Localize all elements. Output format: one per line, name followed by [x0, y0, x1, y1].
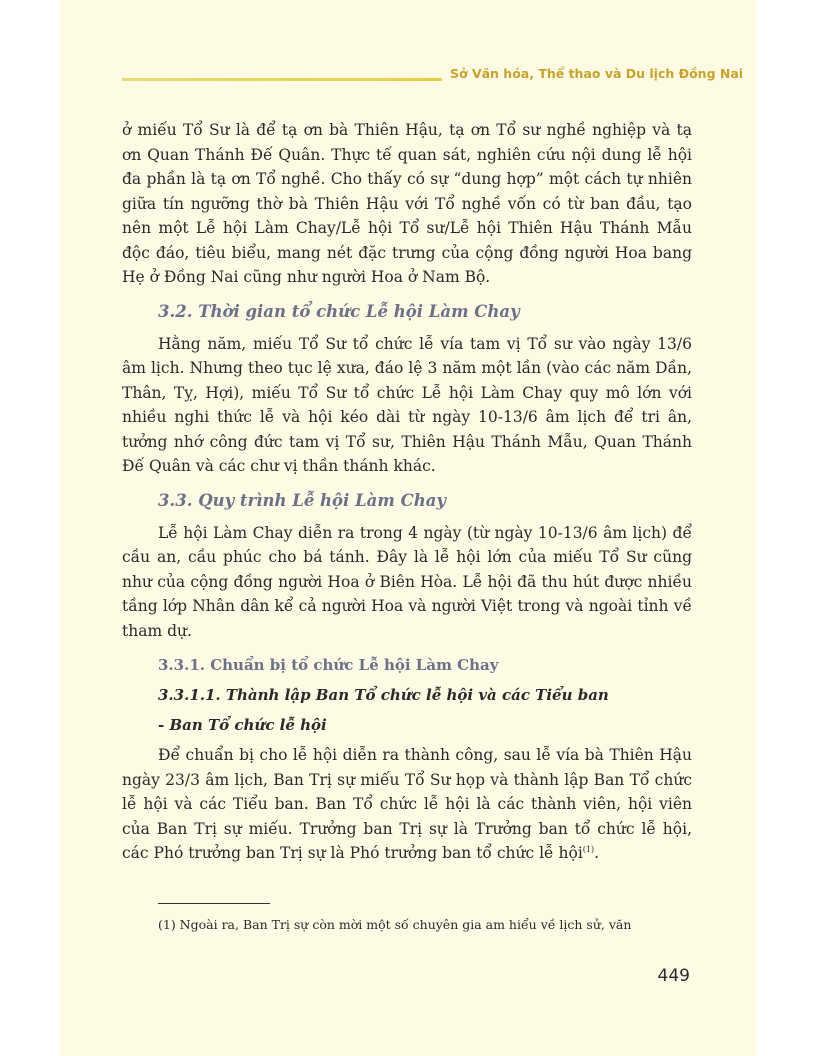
main-content	[122, 118, 692, 866]
item-dash: -	[158, 716, 170, 734]
footnote-1: (1) Ngoài ra, Ban Trị sự còn mời một số chuyên gia am hiểu về lịch sử, văn	[158, 917, 632, 932]
paragraph-2: Hằng năm, miếu Tổ Sư tổ chức lễ vía tam vị Tổ sư vào ngày 13/6 âm lịch. Nhưng theo tục lệ xưa, đáo lệ 3 năm một lần (vào các năm Dần, Thân, Tỵ, Hợi), miếu Tổ Sư tổ chức Lễ hội Làm Chay quy mô lớn với nhiều nghi thức lễ và hội kéo dài từ ngày 10-13/6 âm lịch để tri ân, tưởng nhớ công đức tam vị Tổ sư, Thiên Hậu Thánh Mẫu, Quan Thánh Đế Quân và các chư vị thần thánh khác.	[122, 334, 692, 475]
paragraph-4-end: .	[594, 844, 600, 862]
item-heading	[158, 713, 692, 737]
footnote-separator	[158, 903, 270, 904]
page-number: 449	[657, 966, 690, 986]
paragraph-4-text: Để chuẩn bị cho lễ hội diễn ra thành công, sau lễ vía bà Thiên Hậu ngày 23/3 âm lịch, Ban Trị sự miếu Tổ Sư họp và thành lập Ban Tổ chức lễ hội và các Tiểu ban. Ban Tổ chức lễ hội là các thành viên, hội viên của Ban Trị sự miếu. Trưởng ban Trị sự là Trưởng ban tổ chức lễ hội, các Phó trưởng ban Trị sự là Phó trưởng ban tổ chức lễ hội	[122, 746, 692, 862]
paragraph-1: ở miếu Tổ Sư là để tạ ơn bà Thiên Hậu, tạ ơn Tổ sư nghề nghiệp và tạ ơn Quan Thánh Đế Quân. Thực tế quan sát, nghiên cứu nội dung lễ hội đa phần là tạ ơn Tổ nghề. Cho thấy có sự “dung hợp” một cách tự nhiên giữa tín ngưỡng thờ bà Thiên Hậu với Tổ nghề vốn có từ ban đầu, tạo nên một Lễ hội Làm Chay/Lễ hội Tổ sư/Lễ hội Thiên Hậu Thánh Mẫu độc đáo, tiêu biểu, mang nét đặc trưng của cộng đồng người Hoa bang Hẹ ở Đồng Nai cũng như người Hoa ở Nam Bộ.	[122, 121, 692, 286]
item-heading-text: Ban Tổ chức lễ hội	[169, 716, 327, 734]
running-header: Sở Văn hóa, Thể thao và Du lịch Đồng Nai	[450, 66, 744, 81]
paragraph-4	[122, 743, 692, 866]
section-heading-3-2: 3.2. Thời gian tổ chức Lễ hội Làm Chay	[158, 301, 520, 321]
paragraph-3: Lễ hội Làm Chay diễn ra trong 4 ngày (từ ngày 10-13/6 âm lịch) để cầu an, cầu phúc cho bá tánh. Đây là lễ hội lớn của miếu Tổ Sư cũng như của cộng đồng người Hoa ở Biên Hòa. Lễ hội đã thu hút được nhiều tầng lớp Nhân dân kể cả người Hoa và người Việt trong và ngoài tỉnh về tham dự.	[122, 523, 692, 640]
header-rule	[122, 78, 442, 81]
footnote-reference[interactable]: (1)	[582, 845, 595, 854]
subsection-heading-3-3-1-1: 3.3.1.1. Thành lập Ban Tổ chức lễ hội và các Tiểu ban	[158, 686, 609, 704]
section-heading-3-3: 3.3. Quy trình Lễ hội Làm Chay	[158, 490, 446, 510]
subsection-heading-3-3-1: 3.3.1. Chuẩn bị tổ chức Lễ hội Làm Chay	[158, 656, 499, 674]
